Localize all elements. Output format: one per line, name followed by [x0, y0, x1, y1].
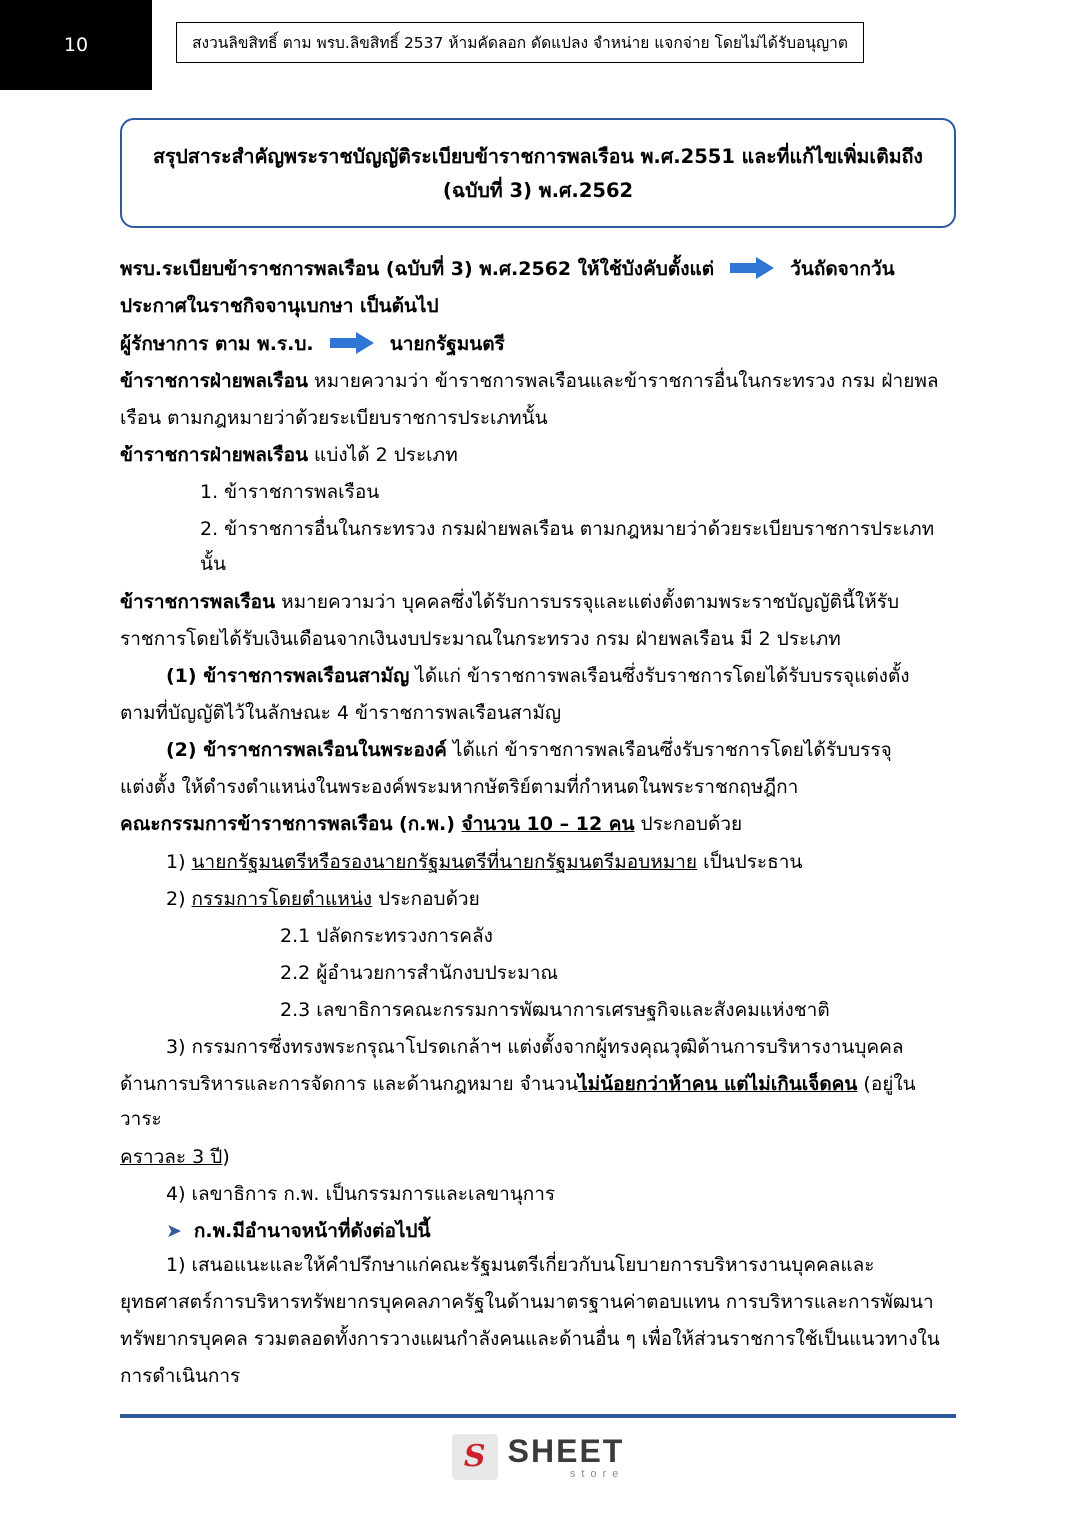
logo-letter: S: [463, 1439, 486, 1474]
custodian-value: นายกรัฐมนตรี: [389, 332, 505, 355]
logo-subtitle: store: [569, 1467, 625, 1480]
committee-item-3-cont: [120, 1067, 956, 1137]
arrow-right-icon-2: [330, 332, 374, 354]
committee-item-1-rest: เป็นประธาน: [697, 850, 803, 873]
document-title: สรุปสาระสำคัญพระราชบัญญัติระเบียบข้าราชการพลเรือน พ.ศ.2551 และที่แก้ไขเพิ่มเติมถึง (ฉบับที่ 3) พ.ศ.2562: [120, 118, 956, 228]
effective-date-text: พรบ.ระเบียบข้าราชการพลเรือน (ฉบับที่ 3) พ.ศ.2562 ให้ใช้บังคับตั้งแต่: [120, 258, 715, 281]
pleruen-def: หมายความว่า บุคคลซึ่งได้รับการบรรจุและแต่งตั้งตามพระราชบัญญัตินี้ให้รับ: [275, 590, 899, 613]
committee-item-3-count: ไม่น้อยกว่าห้าคน แต่ไม่เกินเจ็ดคน: [578, 1073, 858, 1096]
paragraph-civil-official-def-cont: เรือน ตามกฎหมายว่าด้วยระเบียบราชการประเภทนั้น: [120, 406, 548, 429]
paragraph-pleruen-def-cont: ราชการโดยได้รับเงินเดือนจากเงินงบประมาณในกระทรวง กรม ฝ่ายพลเรือน มี 2 ประเภท: [120, 627, 841, 650]
committee-item-1: [120, 845, 956, 880]
pleruen-term: ข้าราชการพลเรือน: [120, 590, 276, 613]
power-item-1: 1) เสนอแนะและให้คำปรึกษาแก่คณะรัฐมนตรีเกี่ยวกับนโยบายการบริหารงานบุคคลและ: [166, 1253, 875, 1276]
committee-item-3: 3) กรรมการซึ่งทรงพระกรุณาโปรดเกล้าฯ แต่งตั้งจากผู้ทรงคุณวุฒิด้านการบริหารงานบุคคล: [166, 1036, 904, 1059]
page-footer: [0, 1414, 1076, 1480]
list-item-type-2: 2. ข้าราชการอื่นในกระทรวง กรมฝ่ายพลเรือน ตามกฎหมายว่าด้วยระเบียบราชการประเภทนั้น: [200, 518, 935, 576]
committee-item-2-1: 2.1 ปลัดกระทรวงการคลัง: [280, 924, 493, 947]
paragraph-civil-official-def: [120, 364, 956, 399]
ordinary-official-def: ได้แก่ ข้าราชการพลเรือนซึ่งรับราชการโดยได้รับบรรจุแต่งตั้ง: [409, 664, 910, 687]
ordinary-official-term: (1) ข้าราชการพลเรือนสามัญ: [166, 664, 410, 687]
paragraph-pleruen-def: [120, 585, 956, 620]
committee-heading-count: จำนวน 10 – 12 คน: [461, 813, 635, 836]
committee-heading: [120, 807, 956, 842]
committee-item-2-rest: ประกอบด้วย: [372, 887, 480, 910]
paragraph-civil-official-types: [120, 438, 956, 473]
logo-name: SHEET: [507, 1432, 625, 1469]
committee-heading-suffix: ประกอบด้วย: [634, 813, 743, 836]
civil-official-term: ข้าราชการฝ่ายพลเรือน: [120, 369, 309, 392]
committee-item-4: 4) เลขาธิการ ก.พ. เป็นกรรมการและเลขานุการ: [166, 1182, 556, 1205]
powers-heading: ก.พ.มีอำนาจหน้าที่ดังต่อไปนี้: [193, 1219, 431, 1242]
footer-divider: [120, 1414, 956, 1418]
custodian-label: ผู้รักษาการ ตาม พ.ร.บ.: [120, 332, 314, 355]
civil-official-def: หมายความว่า ข้าราชการพลเรือนและข้าราชการอื่นในกระทรวง กรม ฝ่ายพล: [308, 369, 939, 392]
committee-item-2-3: 2.3 เลขาธิการคณะกรรมการพัฒนาการเศรษฐกิจและสังคมแห่งชาติ: [280, 999, 830, 1022]
committee-item-2-underline: กรรมการโดยตำแหน่ง: [191, 887, 373, 910]
paragraph-ordinary-official: [120, 659, 956, 694]
triangle-bullet-icon: ➤: [166, 1219, 182, 1242]
paragraph-ordinary-official-cont: ตามที่บัญญัติไว้ในลักษณะ 4 ข้าราชการพลเรือนสามัญ: [120, 701, 562, 724]
list-item-type-1: 1. ข้าราชการพลเรือน: [200, 481, 380, 504]
committee-item-2: [120, 882, 956, 917]
power-item-1-line3: ทรัพยากรบุคคล รวมตลอดทั้งการวางแผนกำลังคนและด้านอื่น ๆ เพื่อให้ส่วนราชการใช้เป็นแนวทางใน: [120, 1328, 940, 1351]
royal-official-def: ได้แก่ ข้าราชการพลเรือนซึ่งรับราชการโดยได้รับบรรจุ: [446, 739, 892, 762]
committee-item-2-2: 2.2 ผู้อำนวยการสำนักงบประมาณ: [280, 961, 559, 984]
committee-item-3-term-close: ): [222, 1145, 230, 1168]
committee-item-3-term-open: (อยู่ในวาระ: [120, 1073, 916, 1131]
effective-date-value: วันถัดจากวัน: [790, 258, 895, 281]
committee-heading-name: คณะกรรมการข้าราชการพลเรือน (ก.พ.): [120, 813, 462, 836]
paragraph-royal-official-cont: แต่งตั้ง ให้ดำรงตำแหน่งในพระองค์พระมหากษัตริย์ตามที่กำหนดในพระราชกฤษฎีกา: [120, 776, 799, 799]
paragraph-effective-date: [120, 252, 956, 287]
logo-text: [507, 1432, 625, 1480]
committee-item-2-num: 2): [166, 887, 192, 910]
royal-official-term: (2) ข้าราชการพลเรือนในพระองค์: [166, 739, 447, 762]
document-content: [0, 118, 1076, 1394]
powers-heading-row: [120, 1216, 956, 1246]
sheet-store-logo: [0, 1434, 1076, 1480]
paragraph-effective-date-cont: ประกาศในราชกิจจานุเบกษา เป็นต้นไป: [120, 295, 439, 318]
copyright-notice: สงวนลิขสิทธิ์ ตาม พรบ.ลิขสิทธิ์ 2537 ห้ามคัดลอก ดัดแปลง จำหน่าย แจกจ่าย โดยไม่ได้รับอนุญาต: [176, 22, 864, 63]
arrow-right-icon: [730, 257, 774, 279]
page-number: 10: [63, 34, 89, 56]
civil-official-types-text: แบ่งได้ 2 ประเภท: [308, 443, 458, 466]
power-item-1-line2: ยุทธศาสตร์การบริหารทรัพยากรบุคคลภาครัฐในด้านมาตรฐานค่าตอบแทน การบริหารและการพัฒนา: [120, 1291, 934, 1314]
civil-official-types-term: ข้าราชการฝ่ายพลเรือน: [120, 443, 309, 466]
logo-mark-icon: [452, 1434, 498, 1480]
committee-item-3-term-value: คราวละ 3 ปี: [120, 1145, 223, 1168]
paragraph-custodian: [120, 327, 956, 362]
committee-item-1-underline: นายกรัฐมนตรีหรือรองนายกรัฐมนตรีที่นายกรัฐมนตรีมอบหมาย: [191, 850, 698, 873]
committee-item-3-term: [120, 1140, 956, 1175]
committee-item-3-text: ด้านการบริหารและการจัดการ และด้านกฎหมาย จำนวน: [120, 1073, 579, 1096]
paragraph-royal-official: [120, 733, 956, 768]
committee-item-1-num: 1): [166, 850, 192, 873]
power-item-1-line4: การดำเนินการ: [120, 1365, 241, 1388]
page-header: [0, 0, 1076, 90]
